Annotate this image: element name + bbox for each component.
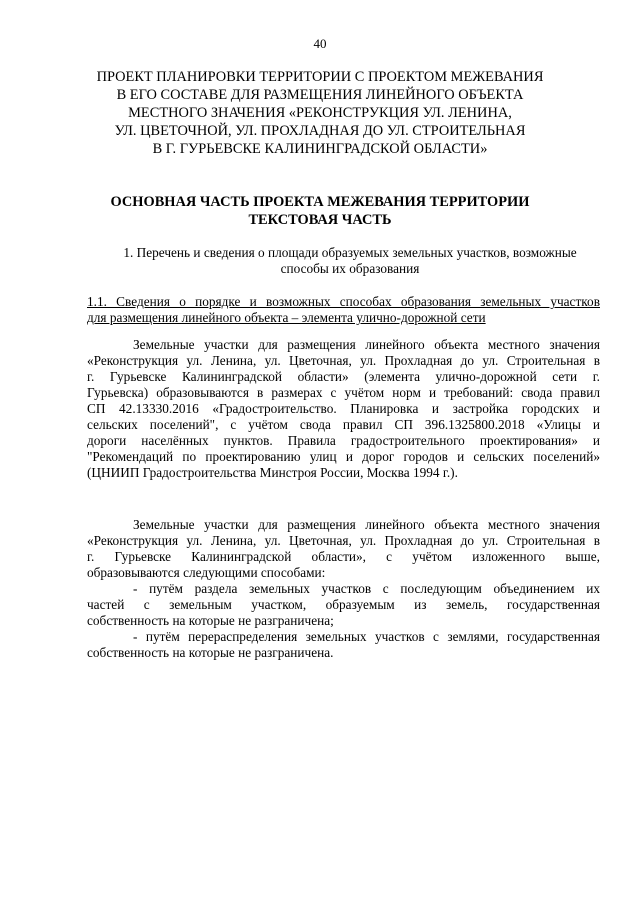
section-heading-line: ТЕКСТОВАЯ ЧАСТЬ xyxy=(248,212,392,228)
list-item-line: - путём перераспределения земельных участков с землями, государственная xyxy=(133,629,600,644)
paragraph-line: Гурьевска) образовываются в размерах с учётом норм и требований: свода правил xyxy=(87,385,600,400)
title-line: МЕСТНОГО ЗНАЧЕНИЯ «РЕКОНСТРУКЦИЯ УЛ. ЛЕНИНА, xyxy=(128,105,512,121)
title-line: ПРОЕКТ ПЛАНИРОВКИ ТЕРРИТОРИИ С ПРОЕКТОМ МЕЖЕВАНИЯ xyxy=(96,69,544,85)
title-line: В ЕГО СОСТАВЕ ДЛЯ РАЗМЕЩЕНИЯ ЛИНЕЙНОГО ОБЪЕКТА xyxy=(116,87,524,103)
clause-heading-line: для размещения линейного объекта – элемента улично-дорожной сети xyxy=(87,310,486,325)
paragraph-line: Земельные участки для размещения линейного объекта местного значения xyxy=(133,337,600,352)
paragraph-line: СП 42.13330.2016 «Градостроительство. Планировка и застройка городских и xyxy=(87,401,600,416)
document-title xyxy=(80,68,560,158)
subsection-heading xyxy=(100,245,600,277)
paragraph-line: г. Гурьевске Калининградской области» (элемента улично-дорожной сети г. xyxy=(87,369,600,384)
paragraph-line: «Реконструкция ул. Ленина, ул. Цветочная, ул. Прохладная до ул. Строительная в xyxy=(87,533,600,548)
paragraph-line: г. Гурьевске Калининградской области», с учётом изложенного выше, xyxy=(87,549,600,564)
paragraph-line: сельских поселений", с учётом свода правил СП 396.1325800.2018 «Улицы и xyxy=(87,417,600,432)
paragraph-line: дороги населённых пунктов. Правила градостроительного проектирования» и xyxy=(87,433,600,448)
paragraph-2 xyxy=(87,517,600,661)
title-line: УЛ. ЦВЕТОЧНОЙ, УЛ. ПРОХЛАДНАЯ ДО УЛ. СТРОИТЕЛЬНАЯ xyxy=(114,123,526,139)
subsection-heading-line: 1. Перечень и сведения о площади образуемых земельных участков, возможные xyxy=(123,245,577,260)
paragraph-line: "Рекомендаций по проектированию улиц и дорог городов и сельских поселений» xyxy=(87,449,600,464)
subsection-heading-line: способы их образования xyxy=(280,261,420,276)
section-heading xyxy=(80,193,560,229)
paragraph-line: Земельные участки для размещения линейного объекта местного значения xyxy=(133,517,600,532)
paragraph-line: (ЦНИИП Градостроительства Минстроя России, Москва 1994 г.). xyxy=(87,465,458,480)
page-number: 40 xyxy=(313,36,327,51)
list-item-line: собственность на которые не разграничена. xyxy=(87,645,334,660)
paragraph-line: «Реконструкция ул. Ленина, ул. Цветочная, ул. Прохладная до ул. Строительная в xyxy=(87,353,600,368)
paragraph-1 xyxy=(87,337,600,481)
list-item-line: - путём раздела земельных участков с последующим объединением их xyxy=(133,581,600,596)
list-item-line: частей с земельным участком, образуемым из земель, государственная xyxy=(87,597,600,612)
title-line: В Г. ГУРЬЕВСКЕ КАЛИНИНГРАДСКОЙ ОБЛАСТИ» xyxy=(152,141,488,157)
list-item-line: собственность на которые не разграничена; xyxy=(87,613,334,628)
clause-heading-line: 1.1. Сведения о порядке и возможных способах образования земельных участков xyxy=(87,294,600,309)
section-heading-line: ОСНОВНАЯ ЧАСТЬ ПРОЕКТА МЕЖЕВАНИЯ ТЕРРИТОРИИ xyxy=(110,194,530,210)
paragraph-line: образовываются следующими способами: xyxy=(87,565,326,580)
clause-heading xyxy=(87,294,600,326)
